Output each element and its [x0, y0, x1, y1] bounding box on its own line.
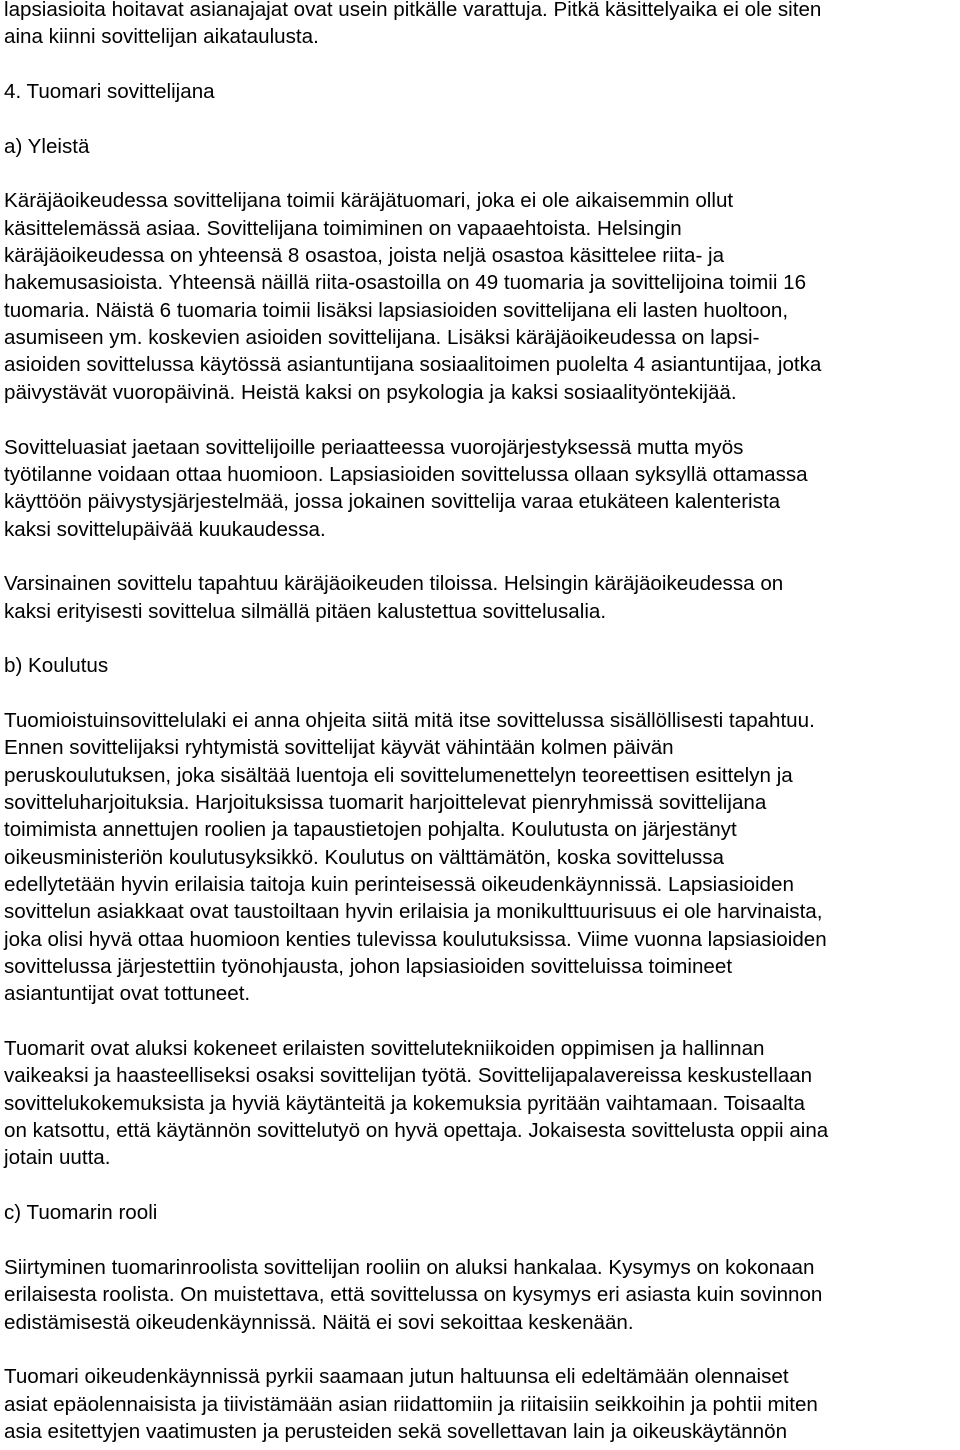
document-page [4, 0, 958, 1445]
section-heading-4: 4. Tuomari sovittelijana [4, 80, 215, 104]
subsection-heading-a: a) Yleistä [4, 134, 90, 158]
paragraph-yleista-2: Sovitteluasiat jaetaan sovittelijoille periaatteessa vuorojärjestyksessä mutta myös työtilanne voidaan ottaa huomioon. Lapsiasioiden sovittelussa ollaan syksyllä ottamassa käyttöön päivystysjärjestelmää, jossa jokainen sovittelija varaa etukäteen kalenterista kaksi sovittelupäivää kuukaudessa. [4, 435, 808, 541]
paragraph-yleista-1: Käräjäoikeudessa sovittelijana toimii käräjätuomari, joka ei ole aikaisemmin ollut käsittelemässä asiaa. Sovittelijana toimiminen on vapaaehtoista. Helsingin käräjäoikeudessa on yhteensä 8 osastoa, joista neljä osastoa käsittelee riita- ja hakemusasioista. Yhteensä näillä riita-osastoilla on 49 tuomaria ja sovittelijoina toimii 16 tuomaria. Näistä 6 tuomaria toimii lisäksi lapsiasioiden sovittelijana eli lasten huoltoon, asumiseen ym. koskevien asioiden sovittelijana. Lisäksi käräjäoikeudessa on lapsi- asioiden sovittelussa käytössä asiantuntijana sosiaalitoimen puolelta 4 asiantuntijaa, jotka päivystävät vuoropäivinä. Heistä kaksi on psykologia ja kaksi sosiaalityöntekijää. [4, 189, 822, 404]
paragraph-rooli-2: Tuomari oikeudenkäynnissä pyrkii saamaan jutun haltuunsa eli edeltämään olennaiset asiat epäolennaisista ja tiivistämään asian riidattomiin ja riitaisiin seikkoihin ja pohtii miten asia esitettyjen vaatimusten ja perusteiden sekä sovellettavan lain ja oikeuskäytännön [4, 1365, 818, 1443]
paragraph-koulutus-2: Tuomarit ovat aluksi kokeneet erilaisten sovittelutekniikoiden oppimisen ja hallinnan vaikeaksi ja haasteelliseksi osaksi sovittelijan työtä. Sovittelijapalavereissa keskustellaan sovittelukokemuksista ja hyviä käytänteitä ja kokemuksia pyritään vaihtamaan. Toisaalta on katsottu, että käytännön sovittelutyö on hyvä opettaja. Jokaisesta sovittelusta oppii aina jotain uutta. [4, 1037, 829, 1170]
paragraph-rooli-1: Siirtyminen tuomarinroolista sovittelijan rooliin on aluksi hankalaa. Kysymys on kokonaan erilaisesta roolista. On muistettava, että sovittelussa on kysymys eri asiasta kuin sovinnon edistämisestä oikeudenkäynnissä. Näitä ei sovi sekoittaa keskenään. [4, 1255, 823, 1334]
subsection-heading-b: b) Koulutus [4, 654, 109, 678]
paragraph-yleista-3: Varsinainen sovittelu tapahtuu käräjäoikeuden tiloissa. Helsingin käräjäoikeudessa on kaksi erityisesti sovittelua silmällä pitäen kalustettua sovittelusalia. [4, 572, 784, 623]
paragraph-intro-continuation: lapsiasioita hoitavat asianajajat ovat usein pitkälle varattuja. Pitkä käsittelyaika ei ole siten aina kiinni sovittelijan aikataulusta. [4, 0, 822, 49]
subsection-heading-c: c) Tuomarin rooli [4, 1201, 158, 1225]
paragraph-koulutus-1: Tuomioistuinsovittelulaki ei anna ohjeita siitä mitä itse sovittelussa sisällöllisesti tapahtuu. Ennen sovittelijaksi ryhtymistä sovittelijat käyvät vähintään kolmen päivän peruskoulutuksen, joka sisältää luentoja eli sovittelumenettelyn teoreettisen esittelyn ja sovitteluharjoituksia. Harjoituksissa tuomarit harjoittelevat pienryhmissä sovittelijana toimimista annettujen roolien ja tapaustietojen pohjalta. Koulutusta on järjestänyt oikeusministeriön koulutusyksikkö. Koulutus on välttämätön, koska sovittelussa edellytetään hyvin erilaisia taitoja kuin perinteisessä oikeudenkäynnissä. Lapsiasioiden sovittelun asiakkaat ovat taustoiltaan hyvin erilaisia ja monikulttuurisuus ei ole harvinaista, joka olisi hyvä ottaa huomioon kenties tulevissa koulutuksissa. Viime vuonna lapsiasioiden sovittelussa järjestettiin työnohjausta, johon lapsiasioiden sovitteluissa toimineet asiantuntijat ovat tottuneet. [4, 708, 827, 1006]
